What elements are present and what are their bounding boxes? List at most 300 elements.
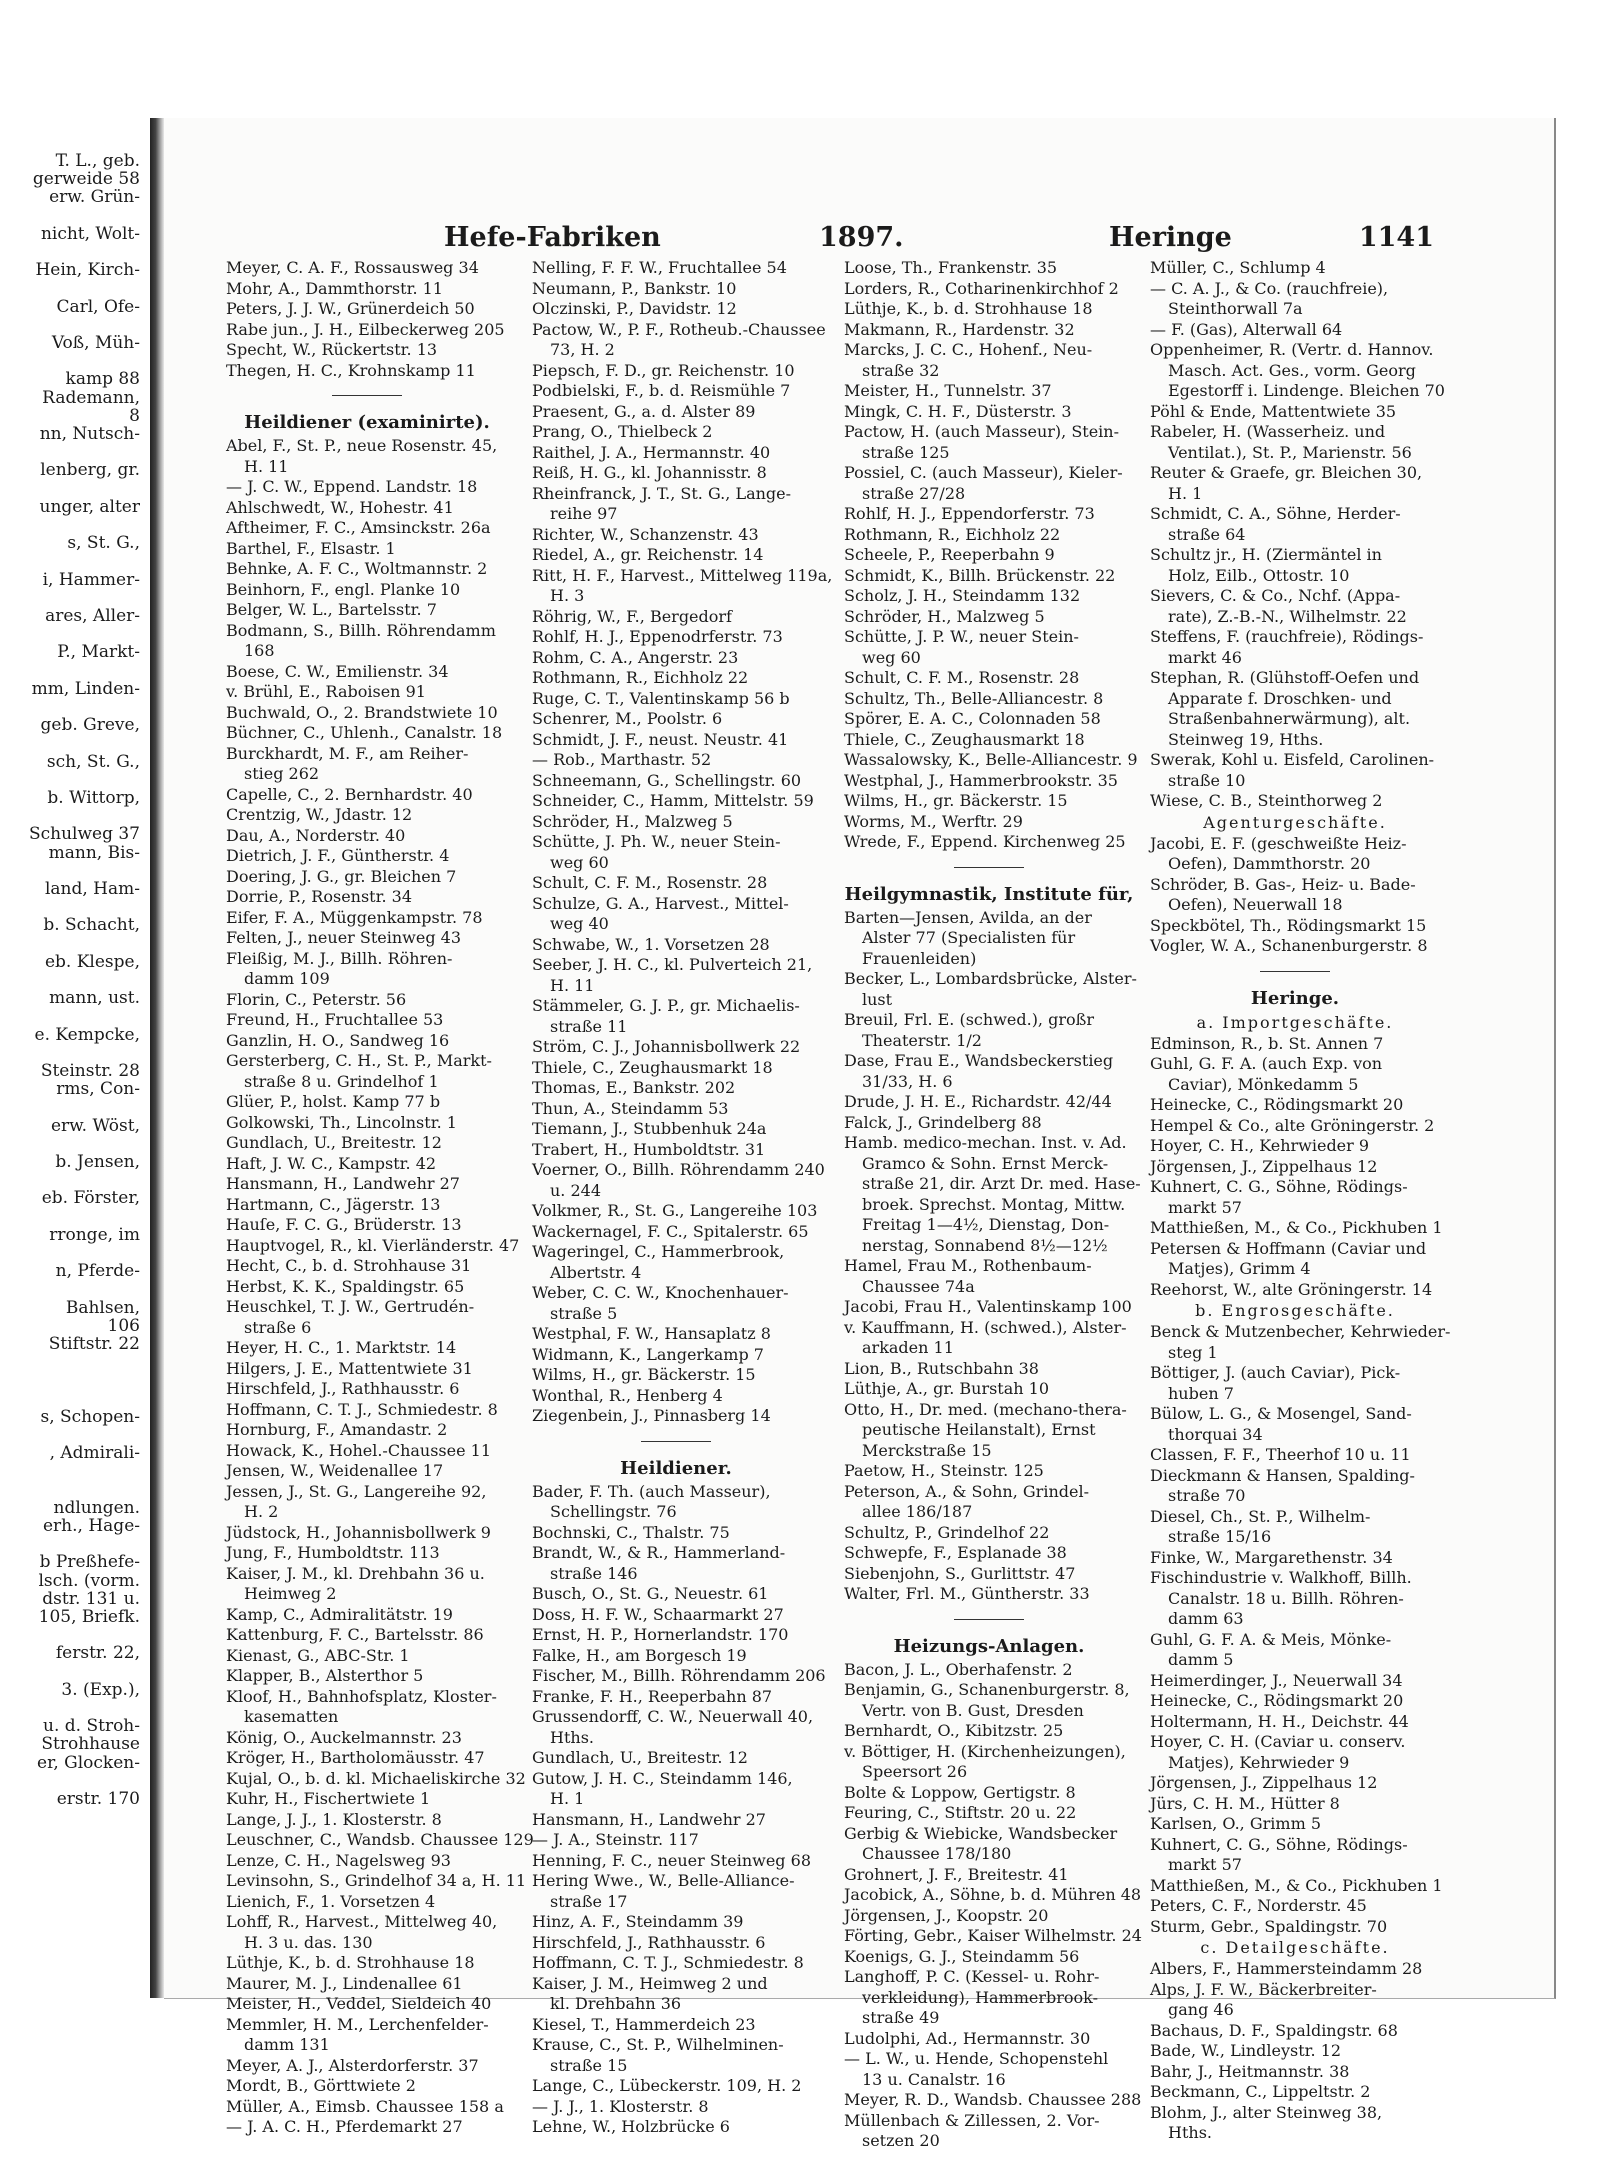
directory-entry: Rohm, C. A., Angerstr. 23	[532, 647, 739, 667]
directory-entry: Bahr, J., Heitmannstr. 38	[1150, 2061, 1350, 2081]
directory-entry: Alps, J. F. W., Bäckerbreiter-	[1150, 1979, 1377, 1999]
directory-entry: Beckmann, C., Lippeltstr. 2	[1150, 2082, 1371, 2101]
directory-entry: Mingk, C. H. F., Düsterstr. 3	[844, 401, 1072, 421]
entry-continuation: Steinthorwall 7a	[1168, 299, 1303, 318]
directory-entry: Eifer, F. A., Müggenkampstr. 78	[226, 907, 483, 927]
directory-entry: Gundlach, U., Breitestr. 12	[532, 1748, 748, 1767]
directory-entry: — J. C. W., Eppend. Landstr. 18	[226, 477, 478, 496]
directory-entry: Wilms, H., gr. Bäckerstr. 15	[532, 1365, 756, 1384]
directory-entry: — J. A., Steinstr. 117	[532, 1830, 699, 1849]
directory-entry: Kuhnert, C. G., Söhne, Rödings-	[1150, 1177, 1408, 1196]
entry-continuation: 168	[244, 641, 275, 660]
directory-entry: Glüer, P., holst. Kamp 77 b	[226, 1092, 441, 1111]
directory-entry: Schröder, H., Malzweg 5	[844, 606, 1045, 626]
directory-entry: Hoyer, C. H., Kehrwieder 9	[1150, 1136, 1370, 1155]
directory-entry: Diesel, Ch., St. P., Wilhelm-	[1150, 1506, 1371, 1526]
directory-entry: Barten—Jensen, Avilda, an der	[844, 907, 1092, 927]
left-page-text-line: ferstr. 22,	[55, 1643, 140, 1664]
entry-continuation: H. 1	[550, 1789, 585, 1808]
directory-entry: Leuschner, C., Wandsb. Chaussee 129	[226, 1830, 534, 1849]
directory-entry: Schröder, B. Gas-, Heiz- u. Bade-	[1150, 874, 1416, 894]
directory-entry: Aftheimer, F. C., Amsinckstr. 26a	[226, 518, 491, 537]
left-page-text-line: eb. Förster,	[41, 1188, 140, 1209]
directory-entry: Guhl, G. F. A. (auch Exp. von	[1150, 1054, 1383, 1073]
directory-entry: Crentzig, W., Jdastr. 12	[226, 805, 413, 824]
directory-entry: Fischer, M., Billh. Röhrendamm 206	[532, 1666, 826, 1685]
directory-entry: Wonthal, R., Henberg 4	[532, 1385, 723, 1405]
directory-entry: Heinecke, C., Rödingsmarkt 20	[1150, 1095, 1404, 1114]
directory-entry: Wrede, F., Eppend. Kirchenweg 25	[844, 832, 1126, 851]
directory-entry: — L. W., u. Hende, Schopenstehl	[844, 2049, 1109, 2068]
entry-continuation: H. 11	[550, 975, 595, 995]
left-page-text-line: lenberg, gr.	[40, 460, 140, 481]
left-page-text-line: erw. Wöst,	[50, 1115, 140, 1136]
left-page-text-line: dstr. 131 u.	[42, 1588, 140, 1609]
directory-entry: Lange, J. J., 1. Klosterstr. 8	[226, 1809, 442, 1829]
directory-entry: Heyer, H. C., 1. Marktstr. 14	[226, 1338, 457, 1357]
directory-entry: Ludolphi, Ad., Hermannstr. 30	[844, 2028, 1091, 2048]
left-page-text-line: lsch. (vorm.	[38, 1570, 140, 1591]
entry-continuation: arkaden 11	[862, 1338, 954, 1357]
directory-entry: Meyer, R. D., Wandsb. Chaussee 288	[844, 2090, 1142, 2109]
left-page-text-line: gerweide 58	[32, 169, 140, 190]
directory-entry: Praesent, G., a. d. Alster 89	[532, 401, 756, 421]
directory-entry: Lehne, W., Holzbrücke 6	[532, 2117, 730, 2136]
directory-entry: Weber, C. C. W., Knochenhauer-	[532, 1283, 789, 1302]
entry-continuation: Frauenleiden)	[862, 948, 977, 968]
directory-entry: Hansmann, H., Landwehr 27	[532, 1809, 766, 1829]
directory-entry: Golkowski, Th., Lincolnstr. 1	[226, 1112, 457, 1132]
left-page-text-line: Stiftstr. 22	[48, 1334, 140, 1354]
directory-entry: Rohlf, H. J., Eppenodrferstr. 73	[532, 627, 783, 646]
directory-entry: Capelle, C., 2. Bernhardstr. 40	[226, 784, 473, 804]
directory-entry: Lüthje, A., gr. Burstah 10	[844, 1379, 1050, 1398]
section-divider	[954, 1619, 1024, 1620]
subsection-heading: Agenturgeschäfte.	[1203, 812, 1387, 832]
left-page-text-line: unger, alter	[39, 496, 140, 517]
directory-entry: Benck & Mutzenbecher, Kehrwieder-	[1150, 1322, 1451, 1341]
entry-continuation: lust	[862, 989, 893, 1009]
directory-entry: Bernhardt, O., Kibitzstr. 25	[844, 1721, 1064, 1740]
left-page-text-line: b. Wittorp,	[47, 788, 140, 808]
entry-continuation: Heimweg 2	[244, 1584, 337, 1603]
entry-continuation: nerstag, Sonnabend 8½—12½	[862, 1235, 1108, 1255]
section-heading: Heildiener.	[620, 1457, 732, 1479]
entry-continuation: straße 15	[550, 2055, 628, 2075]
entry-continuation: broek. Sprechst. Montag, Mittw.	[862, 1194, 1126, 1214]
directory-entry: Thomas, E., Bankstr. 202	[532, 1078, 736, 1097]
entry-continuation: 73, H. 2	[550, 340, 615, 359]
directory-entry: Westphal, J., Hammerbrookstr. 35	[844, 770, 1118, 790]
left-page-text-line: rms, Con-	[56, 1079, 140, 1100]
left-page-text-line: , Admirali-	[49, 1443, 140, 1464]
directory-entry: Pactow, W., P. F., Rotheub.-Chaussee	[532, 319, 826, 339]
left-page-text-line: Voß, Müh-	[51, 333, 140, 353]
entry-continuation: u. 244	[550, 1180, 602, 1200]
entry-continuation: setzen 20	[862, 2131, 940, 2150]
directory-entry: Dau, A., Norderstr. 40	[226, 825, 406, 845]
directory-entry: Peterson, A., & Sohn, Grindel-	[844, 1481, 1089, 1501]
entry-continuation: markt 57	[1168, 1197, 1242, 1217]
entry-continuation: huben 7	[1168, 1383, 1234, 1403]
entry-continuation: verkleidung), Hammerbrook-	[862, 1987, 1098, 2007]
directory-entry: Matthießen, M., & Co., Pickhuben 1	[1150, 1875, 1443, 1895]
directory-entry: Meyer, A. J., Alsterdorferstr. 37	[226, 2055, 479, 2075]
directory-entry: Kröger, H., Bartholomäusstr. 47	[226, 1748, 485, 1767]
entry-continuation: straße 70	[1168, 1486, 1246, 1505]
entry-continuation: damm 109	[244, 969, 330, 988]
left-page-text-line: eb. Klespe,	[44, 951, 140, 972]
directory-entry: Makmann, R., Hardenstr. 32	[844, 319, 1075, 339]
directory-entry: Maurer, M. J., Lindenallee 61	[226, 1973, 463, 1993]
entry-continuation: Hths.	[1168, 2123, 1212, 2142]
directory-entry: Sturm, Gebr., Spaldingstr. 70	[1150, 1916, 1388, 1936]
directory-entry: Hinz, A. F., Steindamm 39	[532, 1912, 744, 1931]
directory-entry: Stephan, R. (Glühstoff-Oefen und	[1150, 668, 1420, 687]
left-page-text-line: n, Pferde-	[55, 1261, 140, 1282]
directory-entry: Fischindustrie v. Walkhoff, Billh.	[1150, 1568, 1412, 1587]
directory-entry: Hansmann, H., Landwehr 27	[226, 1174, 460, 1193]
directory-entry: Schütte, J. P. W., neuer Stein-	[844, 627, 1079, 646]
directory-entry: Lohff, R., Harvest., Mittelweg 40,	[226, 1912, 498, 1931]
directory-entry: Hilgers, J. E., Mattentwiete 31	[226, 1358, 473, 1378]
directory-entry: Scheele, P., Reeperbahn 9	[844, 545, 1055, 564]
directory-entry: Behnke, A. F. C., Woltmannstr. 2	[226, 559, 488, 578]
directory-entry: — J. J., 1. Klosterstr. 8	[532, 2096, 709, 2116]
left-page-text-line: P., Markt-	[57, 642, 140, 663]
directory-entry: Jacobick, A., Söhne, b. d. Mühren 48	[844, 1885, 1142, 1904]
directory-entry: Hornburg, F., Amandastr. 2	[226, 1420, 448, 1439]
directory-entry: Walter, Frl. M., Güntherstr. 33	[844, 1584, 1090, 1603]
subsection-heading: b. Engrosgeschäfte.	[1195, 1301, 1395, 1320]
directory-entry: Haft, J. W. C., Kampstr. 42	[226, 1153, 437, 1173]
left-page-text-line: b Preßhefe-	[39, 1552, 140, 1573]
entry-continuation: straße 49	[862, 2008, 940, 2027]
directory-entry: Pactow, H. (auch Masseur), Stein-	[844, 422, 1120, 441]
left-page-text-line: land, Ham-	[44, 879, 140, 899]
directory-entry: Förting, Gebr., Kaiser Wilhelmstr. 24	[844, 1926, 1142, 1945]
directory-entry: Jacobi, E. F. (geschweißte Heiz-	[1150, 833, 1407, 853]
section-heading: Heildiener (examinirte).	[244, 412, 490, 433]
directory-entry: Raithel, J. A., Hermannstr. 40	[532, 442, 771, 462]
directory-entry: Breuil, Frl. E. (schwed.), großr	[844, 1010, 1094, 1029]
directory-entry: Müller, C., Schlump 4	[1150, 258, 1326, 277]
entry-continuation: H. 3 u. das. 130	[244, 1932, 373, 1952]
section-divider	[1260, 971, 1330, 972]
directory-entry: Memmler, H. M., Lerchenfelder-	[226, 2014, 489, 2034]
directory-entry: Schultz, P., Grindelhof 22	[844, 1522, 1050, 1542]
directory-entry: Ahlschwedt, W., Hohestr. 41	[226, 497, 454, 517]
entry-continuation: Ventilat.), St. P., Marienstr. 56	[1168, 442, 1412, 462]
left-page-text-line: mann, Bis-	[48, 842, 140, 863]
directory-entry: Worms, M., Werftr. 29	[844, 811, 1023, 831]
directory-entry: Boese, C. W., Emilienstr. 34	[226, 661, 449, 681]
directory-entry: Heimerdinger, J., Neuerwall 34	[1150, 1670, 1403, 1690]
directory-entry: Hauptvogel, R., kl. Vierländerstr. 47	[226, 1235, 520, 1255]
directory-entry: Busch, O., St. G., Neuestr. 61	[532, 1584, 769, 1603]
entry-continuation: straße 5	[550, 1303, 618, 1323]
left-page-text-line: mm, Linden-	[31, 678, 140, 699]
entry-continuation: Matjes), Kehrwieder 9	[1168, 1752, 1350, 1772]
directory-entry: Lienich, F., 1. Vorsetzen 4	[226, 1891, 436, 1911]
entry-continuation: straße 6	[244, 1317, 312, 1337]
directory-entry: Lüthje, K., b. d. Strohhause 18	[226, 1953, 475, 1972]
directory-entry: Piepsch, F. D., gr. Reichenstr. 10	[532, 360, 795, 380]
entry-continuation: straße 8 u. Grindelhof 1	[244, 1071, 439, 1091]
left-page-text-line: mann, ust.	[49, 988, 140, 1009]
directory-entry: Schneemann, G., Schellingstr. 60	[532, 770, 802, 790]
subsection-heading: a. Importgeschäfte.	[1196, 1012, 1394, 1032]
directory-entry: Grussendorff, C. W., Neuerwall 40,	[532, 1707, 814, 1726]
directory-entry: Ritt, H. F., Harvest., Mittelweg 119a,	[532, 565, 833, 585]
directory-entry: Kienast, G., ABC-Str. 1	[226, 1645, 410, 1665]
directory-entry: Reiß, H. G., kl. Johannisstr. 8	[532, 463, 767, 482]
directory-entry: Gundlach, U., Breitestr. 12	[226, 1133, 442, 1152]
directory-entry: Siebenjohn, S., Gurlittstr. 47	[844, 1563, 1076, 1583]
directory-entry: Trabert, H., Humboldtstr. 31	[532, 1139, 766, 1159]
directory-entry: Heuschkel, T. J. W., Gertrudén-	[226, 1297, 475, 1316]
left-page-text-line: nicht, Wolt-	[40, 223, 140, 244]
column-3	[844, 258, 1142, 2150]
directory-entry: Felten, J., neuer Steinweg 43	[226, 928, 462, 947]
entry-continuation: straße 17	[550, 1891, 628, 1911]
entry-continuation: damm 131	[244, 2035, 330, 2054]
directory-entry: Müller, A., Eimsb. Chaussee 158 a	[226, 2096, 504, 2116]
directory-entry: Bochnski, C., Thalstr. 75	[532, 1522, 730, 1542]
directory-entry: Jürs, C. H. M., Hütter 8	[1150, 1793, 1340, 1813]
directory-entry: Gersterberg, C. H., St. P., Markt-	[226, 1051, 492, 1070]
directory-entry: Volkmer, R., St. G., Langereihe 103	[532, 1201, 818, 1220]
directory-entry: Ström, C. J., Johannisbollwerk 22	[532, 1037, 801, 1056]
entry-continuation: gang 46	[1168, 2000, 1234, 2019]
left-page-text-line: s, Schopen-	[40, 1406, 140, 1427]
directory-entry: Hempel & Co., alte Gröningerstr. 2	[1150, 1115, 1435, 1135]
entry-continuation: H. 3	[550, 586, 585, 605]
directory-entry: Specht, W., Rückertstr. 13	[226, 340, 438, 359]
entry-continuation: Caviar), Mönkedamm 5	[1168, 1074, 1359, 1094]
directory-entry: Hauſe, F. C. G., Brüderstr. 13	[226, 1215, 462, 1234]
entry-continuation: peutische Heilanstalt), Ernst	[862, 1420, 1096, 1439]
directory-entry: Gutow, J. H. C., Steindamm 146,	[532, 1768, 793, 1788]
section-heading: Heizungs-Anlagen.	[893, 1635, 1085, 1657]
section-divider	[332, 395, 402, 396]
entry-continuation: reihe 97	[550, 504, 618, 523]
directory-entry: Edminson, R., b. St. Annen 7	[1150, 1033, 1384, 1053]
directory-entry: Sievers, C. & Co., Nchf. (Appa-	[1150, 586, 1401, 605]
directory-entry: v. Böttiger, H. (Kirchenheizungen),	[844, 1741, 1126, 1761]
entry-continuation: Speersort 26	[862, 1762, 968, 1781]
directory-entry: Jörgensen, J., Koopstr. 20	[844, 1905, 1049, 1925]
entry-continuation: 13 u. Canalstr. 16	[862, 2069, 1006, 2089]
directory-entry: Hirschfeld, J., Rathhausstr. 6	[226, 1379, 460, 1398]
entry-continuation: Chaussee 74a	[862, 1276, 975, 1296]
entry-continuation: Apparate f. Droschken- und	[1168, 688, 1392, 708]
entry-continuation: Albertstr. 4	[550, 1262, 642, 1282]
directory-entry: Drude, J. H. E., Richardstr. 42/44	[844, 1092, 1112, 1111]
directory-entry: Schneider, C., Hamm, Mittelstr. 59	[532, 791, 814, 810]
directory-entry: Franke, F. H., Reeperbahn 87	[532, 1686, 773, 1706]
directory-entry: Voerner, O., Billh. Röhrendamm 240	[532, 1160, 825, 1179]
directory-entry: — F. (Gas), Alterwall 64	[1150, 319, 1343, 339]
left-page-text-line: i, Hammer-	[42, 569, 140, 590]
left-page-text-line: e. Kempcke,	[34, 1024, 140, 1045]
column-4	[1150, 258, 1451, 2142]
directory-entry: Spörer, E. A. C., Colonnaden 58	[844, 709, 1101, 728]
column-2	[532, 258, 833, 2136]
entry-continuation: Steinweg 19, Hths.	[1168, 729, 1324, 749]
directory-entry: Speckbötel, Th., Rödingsmarkt 15	[1150, 915, 1427, 935]
directory-entry: Hoyer, C. H. (Caviar u. conserv.	[1150, 1732, 1406, 1751]
directory-entry: Schultz jr., H. (Ziermäntel in	[1150, 545, 1382, 564]
directory-entry: Howack, K., Hohel.-Chaussee 11	[226, 1440, 492, 1460]
left-page-text-line: Strohhause	[41, 1734, 140, 1755]
left-page-text-line: rronge, im	[49, 1224, 140, 1245]
directory-entry: Podbielski, F., b. d. Reismühle 7	[532, 381, 791, 400]
entry-continuation: Holz, Eilb., Ottostr. 10	[1168, 565, 1350, 585]
directory-entry: Kattenburg, F. C., Bartelsstr. 86	[226, 1625, 484, 1644]
directory-entry: — C. A. J., & Co. (rauchfreie),	[1150, 278, 1389, 298]
directory-entry: Röhrig, W., F., Bergedorf	[532, 606, 732, 626]
directory-entry: Mohr, A., Dammthorstr. 11	[226, 278, 443, 298]
entry-continuation: weg 40	[550, 914, 609, 933]
directory-entry: Levinsohn, S., Grindelhof 34 a, H. 11	[226, 1871, 527, 1890]
directory-entry: Lange, C., Lübeckerstr. 109, H. 2	[532, 2076, 802, 2095]
entry-continuation: steg 1	[1168, 1342, 1218, 1362]
directory-entry: Peters, C. F., Norderstr. 45	[1150, 1896, 1367, 1915]
entry-continuation: straße 125	[862, 442, 950, 462]
directory-entry: Holtermann, H. H., Deichstr. 44	[1150, 1711, 1409, 1731]
left-page-text-line: Rademann,	[42, 387, 140, 408]
left-page-text-line: 3. (Exp.),	[61, 1679, 140, 1700]
left-page-text-line: geb. Greve,	[40, 715, 140, 736]
directory-entry: Mordt, B., Görttwiete 2	[226, 2076, 416, 2095]
page-number: 1141	[1358, 222, 1434, 253]
directory-entry: Hamb. medico-mechan. Inst. v. Ad.	[844, 1133, 1127, 1152]
directory-entry: Bacon, J. L., Oberhafenstr. 2	[844, 1659, 1073, 1679]
directory-entry: Jörgensen, J., Zippelhaus 12	[1150, 1773, 1378, 1792]
directory-entry: Prang, O., Thielbeck 2	[532, 422, 713, 441]
section-divider	[954, 867, 1024, 868]
directory-entry: Kloof, H., Bahnhofsplatz, Kloster-	[226, 1686, 497, 1706]
directory-entry: v. Brühl, E., Raboisen 91	[226, 682, 426, 701]
directory-entry: Müllenbach & Zillessen, 2. Vor-	[844, 2110, 1100, 2130]
entry-continuation: H. 2	[244, 1502, 279, 1521]
directory-entry: Rabeler, H. (Wasserheiz. und	[1150, 422, 1386, 441]
directory-entry: Doss, H. F. W., Schaarmarkt 27	[532, 1604, 784, 1624]
directory-entry: Meister, H., Tunnelstr. 37	[844, 381, 1052, 400]
entry-continuation: Vertr. von B. Gust, Dresden	[862, 1700, 1084, 1720]
directory-entry: Kujal, O., b. d. kl. Michaeliskirche 32	[226, 1768, 526, 1788]
directory-entry: Benjamin, G., Schanenburgerstr. 8,	[844, 1680, 1130, 1699]
directory-entry: Dieckmann & Hansen, Spalding-	[1150, 1465, 1415, 1485]
subsection-heading: c. Detailgeschäfte.	[1200, 1938, 1390, 1957]
directory-entry: Seeber, J. H. C., kl. Pulverteich 21,	[532, 955, 813, 974]
section-divider	[641, 1441, 711, 1442]
directory-entry: Classen, F. F., Theerhof 10 u. 11	[1150, 1445, 1411, 1464]
directory-entry: Jörgensen, J., Zippelhaus 12	[1150, 1156, 1378, 1176]
directory-entry: Wilms, H., gr. Bäckerstr. 15	[844, 791, 1068, 810]
directory-entry: Dietrich, J. F., Güntherstr. 4	[226, 846, 450, 865]
column-1	[226, 258, 534, 2136]
running-head-left: Hefe-Fabriken	[444, 222, 661, 253]
directory-entry: Schütte, J. Ph. W., neuer Stein-	[532, 832, 781, 851]
section-heading: Heringe.	[1250, 987, 1340, 1009]
entry-continuation: Merckstraße 15	[862, 1440, 992, 1460]
directory-entry: Oppenheimer, R. (Vertr. d. Hannov.	[1150, 340, 1434, 359]
directory-entry: Hartmann, C., Jägerstr. 13	[226, 1194, 441, 1214]
directory-entry: Meister, H., Veddel, Sieldeich 40	[226, 1994, 492, 2013]
directory-entry: Jacobi, Frau H., Valentinskamp 100	[844, 1297, 1132, 1316]
directory-entry: Kaiser, J. M., Heimweg 2 und	[532, 1973, 768, 1993]
directory-entry: Bodmann, S., Billh. Röhrendamm	[226, 620, 496, 640]
directory-entry: Gerbig & Wiebicke, Wandsbecker	[844, 1823, 1118, 1843]
entry-continuation: straße 64	[1168, 524, 1246, 544]
directory-entry: Thegen, H. C., Krohnskamp 11	[226, 360, 476, 380]
directory-entry: Schwepfe, F., Esplanade 38	[844, 1543, 1067, 1562]
directory-entry: Jüdstock, H., Johannisbollwerk 9	[226, 1522, 491, 1542]
entry-continuation: rate), Z.-B.-N., Wilhelmstr. 22	[1168, 606, 1407, 626]
entry-continuation: Egestorff i. Lindenge. Bleichen 70	[1168, 381, 1445, 400]
entry-continuation: Masch. Act. Ges., vorm. Georg	[1168, 360, 1416, 380]
directory-entry: Ernst, H. P., Hornerlandstr. 170	[532, 1625, 789, 1644]
directory-entry: Guhl, G. F. A. & Meis, Mönke-	[1150, 1629, 1392, 1649]
directory-entry: Neumann, P., Bankstr. 10	[532, 278, 737, 298]
directory-entry: Jessen, J., St. G., Langereihe 92,	[226, 1481, 487, 1501]
directory-entry: Schmidt, J. F., neust. Neustr. 41	[532, 729, 789, 749]
directory-entry: Scholz, J. H., Steindamm 132	[844, 586, 1081, 605]
directory-entry: Widmann, K., Langerkamp 7	[532, 1344, 764, 1364]
left-page-text-line: er, Glocken-	[37, 1752, 140, 1773]
directory-entry: Falck, J., Grindelberg 88	[844, 1112, 1042, 1132]
left-page-text-line: 105, Briefk.	[38, 1607, 140, 1627]
entry-continuation: straße 27/28	[862, 483, 966, 503]
directory-entry: Loose, Th., Frankenstr. 35	[844, 258, 1058, 277]
left-page-text-line: Steinstr. 28	[40, 1061, 140, 1081]
directory-entry: Otto, H., Dr. med. (mechano-thera-	[844, 1399, 1127, 1419]
entry-continuation: Gramco & Sohn. Ernst Merck-	[862, 1153, 1109, 1173]
directory-entry: Riedel, A., gr. Reichenstr. 14	[532, 545, 764, 564]
directory-entry: Herbst, K. K., Spaldingstr. 65	[226, 1276, 465, 1296]
entry-continuation: Oefen), Neuerwall 18	[1168, 895, 1343, 914]
entry-continuation: straße 10	[1168, 770, 1246, 790]
directory-entry: Freund, H., Fruchtallee 53	[226, 1010, 444, 1029]
directory-entry: Bader, F. Th. (auch Masseur),	[532, 1481, 771, 1501]
directory-entry: Rheinfranck, J. T., St. G., Lange-	[532, 483, 792, 503]
left-page-text-line: u. d. Stroh-	[43, 1716, 140, 1737]
entry-continuation: H. 11	[244, 456, 289, 476]
directory-entry: Pöhl & Ende, Mattentwiete 35	[1150, 401, 1397, 421]
directory-entry: Reuter & Graefe, gr. Bleichen 30,	[1150, 463, 1423, 482]
directory-entry: v. Kauffmann, H. (schwed.), Alster-	[844, 1317, 1127, 1337]
directory-entry: Matthießen, M., & Co., Pickhuben 1	[1150, 1218, 1443, 1237]
directory-entry: Steffens, F. (rauchfreie), Rödings-	[1150, 627, 1424, 646]
directory-entry: Vogler, W. A., Schanenburgerstr. 8	[1150, 936, 1428, 955]
directory-entry: Richter, W., Schanzenstr. 43	[532, 524, 759, 544]
directory-entry: Kaiser, J. M., kl. Drehbahn 36 u.	[226, 1563, 485, 1583]
directory-entry: Thiele, C., Zeughausmarkt 18	[532, 1057, 773, 1077]
left-page-text-line: Bahlsen,	[65, 1297, 140, 1318]
entry-continuation: weg 60	[862, 647, 921, 667]
entry-continuation: Straßenbahnerwärmung), alt.	[1168, 709, 1411, 728]
directory-entry: Schult, C. F. M., Rosenstr. 28	[532, 873, 768, 892]
left-page-text-line: Hein, Kirch-	[35, 260, 140, 281]
left-page-text-line: b. Jensen,	[55, 1152, 140, 1172]
entry-continuation: straße 15/16	[1168, 1527, 1272, 1546]
directory-entry: Abel, F., St. P., neue Rosenstr. 45,	[226, 436, 498, 455]
directory-entry: Thun, A., Steindamm 53	[532, 1098, 729, 1118]
book-gutter	[150, 118, 164, 1998]
directory-entry: Barthel, F., Elsastr. 1	[226, 538, 396, 558]
